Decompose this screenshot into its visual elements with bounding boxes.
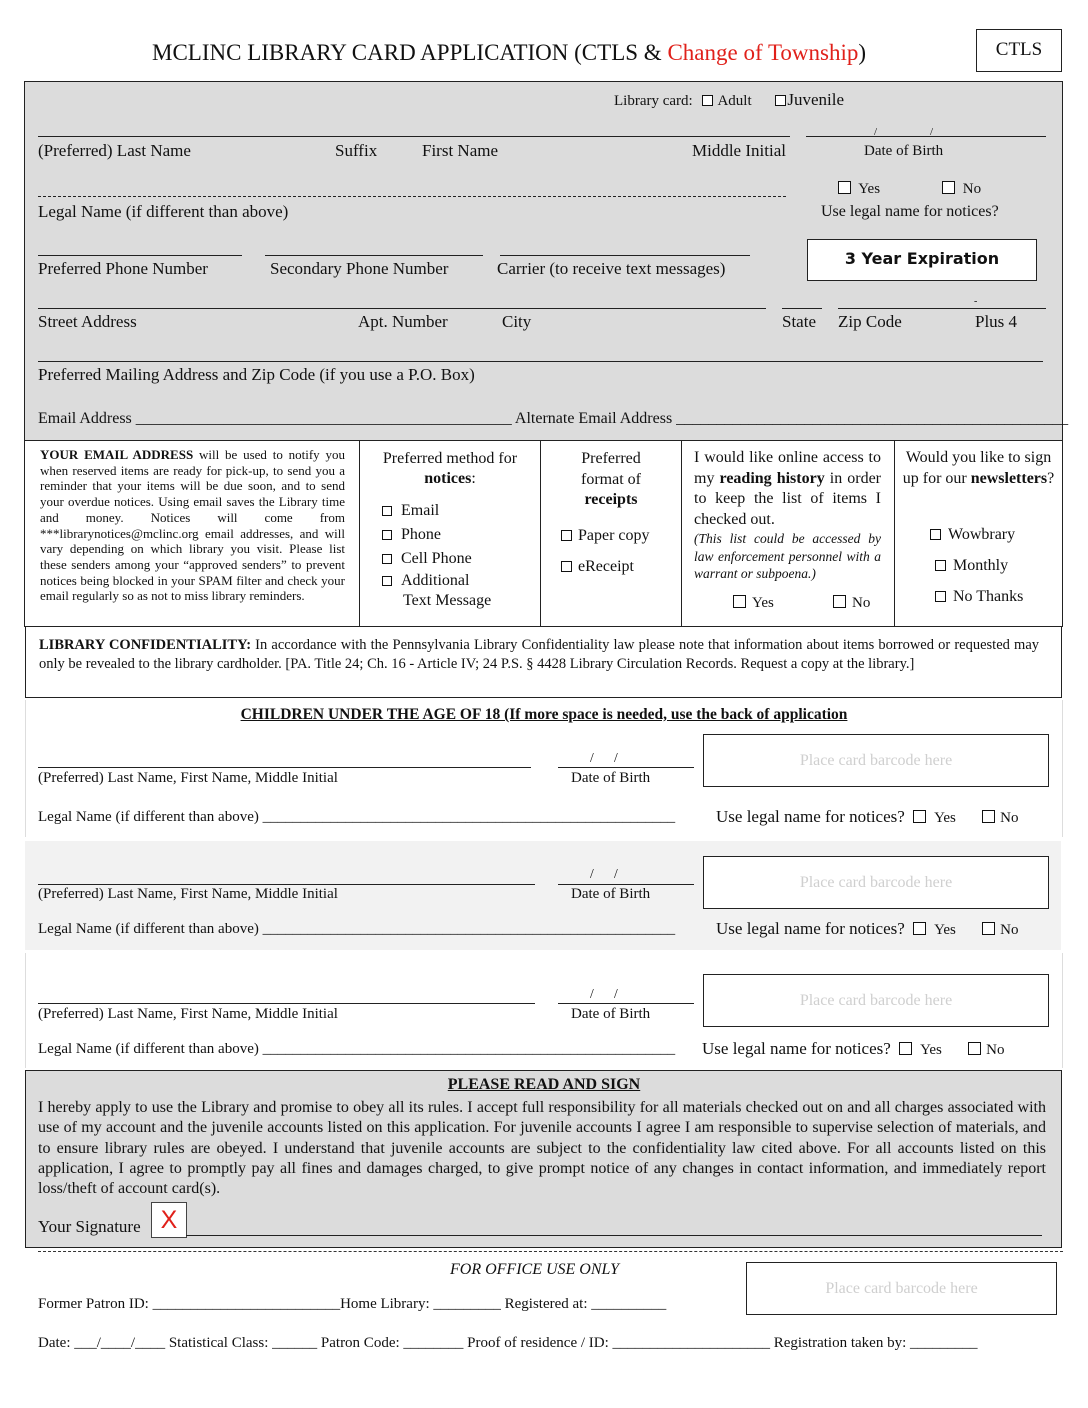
history-text [694, 448, 881, 583]
apt-label: Apt. Number [358, 312, 448, 331]
newsletters-text-2: ? [1047, 469, 1055, 487]
child3-use-legal [702, 1039, 1004, 1059]
child1-no-label: No [1000, 810, 1019, 826]
plus4-label: Plus 4 [975, 312, 1018, 331]
child3-barcode-text: Place card barcode here [799, 991, 953, 1009]
newsletter-options [930, 519, 1023, 612]
child2-barcode-text: Place card barcode here [799, 873, 953, 891]
newsletter-monthly-label: Monthly [953, 557, 1009, 574]
notice-additional-checkbox[interactable] [382, 576, 392, 586]
newsletter-monthly [930, 550, 1023, 581]
middle-initial-label: Middle Initial [692, 141, 786, 160]
suffix-label: Suffix [335, 141, 378, 160]
history-text-2: in order to keep the list of items I checked out. [694, 469, 881, 528]
notice-cell-checkbox[interactable] [382, 554, 392, 564]
newsletters-heading [899, 448, 1058, 489]
receipt-paper-label: Paper copy [578, 527, 650, 544]
notice-cell [382, 547, 491, 571]
state-line[interactable] [782, 308, 822, 309]
zip-label: Zip Code [838, 312, 902, 331]
email-note-text: will be used to notify you when reserved items are ready for pick-up, to send you a reminder that your items will be due soon, and to send your overdue notices. Using email saves the Library time and money. Notices will come from ***librarynotices@mclinc.org email addresses, and will vary depending on which library you visit. Please list these senders among your “approved senders” to prevent notices being blocked in your SPAM filter and check your email regularly so as not to miss library reminders. [40, 447, 345, 604]
pref-phone-line[interactable] [38, 255, 242, 256]
email-label[interactable]: Email Address _______________________________________________ [38, 410, 512, 427]
legal-yes [838, 181, 880, 198]
city-label: City [502, 312, 532, 331]
child1-dob-label: Date of Birth [571, 770, 651, 786]
notice-phone-label: Phone [401, 526, 441, 543]
child3-use-legal-label: Use legal name for notices? [702, 1039, 891, 1058]
child3-yes-checkbox[interactable] [899, 1042, 912, 1055]
pref-phone-label: Preferred Phone Number [38, 259, 208, 278]
use-legal-label: Use legal name for notices? [821, 203, 999, 220]
sign-heading [26, 1076, 1062, 1094]
office-barcode-box[interactable] [746, 1262, 1057, 1315]
confidentiality-heading: LIBRARY CONFIDENTIALITY: [39, 637, 252, 653]
child1-use-legal-label: Use legal name for notices? [716, 807, 905, 826]
zip-dash: - [974, 296, 978, 307]
signature-label: Your Signature [38, 1217, 141, 1236]
child2-use-legal [716, 919, 1018, 939]
child2-legal-label[interactable]: Legal Name (if different than above) _______________________________________________________ [38, 921, 676, 937]
card-type-label: Library card: [614, 93, 693, 109]
child3-dob-label: Date of Birth [571, 1006, 651, 1022]
child1-use-legal [716, 807, 1018, 827]
receipt-e-label: eReceipt [578, 558, 634, 575]
child3-name-line[interactable] [38, 1003, 535, 1004]
notice-email-checkbox[interactable] [382, 506, 392, 516]
ctls-tag-text: CTLS [995, 39, 1043, 60]
child1-name-line[interactable] [38, 767, 531, 768]
history-yes-label: Yes [752, 595, 774, 611]
newsletter-wowbrary [930, 519, 1023, 550]
legal-no-checkbox[interactable] [942, 181, 955, 194]
history-no [833, 595, 870, 612]
child2-dob-line[interactable] [558, 884, 694, 885]
child1-dob-slashes: / / [590, 750, 618, 765]
newsletter-monthly-checkbox[interactable] [935, 560, 946, 571]
newsletters-text-bold: newsletters [970, 469, 1048, 487]
juvenile-checkbox[interactable] [775, 95, 786, 106]
adult-checkbox[interactable] [702, 95, 713, 106]
street-line[interactable] [38, 308, 766, 309]
notice-text-message-label: Text Message [403, 592, 492, 609]
notice-additional-label: Additional [401, 572, 470, 589]
email-row [38, 410, 1068, 428]
child2-name-label: (Preferred) Last Name, First Name, Middle Initial [38, 886, 338, 902]
child2-barcode-box[interactable] [703, 856, 1049, 909]
notices-options [382, 499, 491, 611]
child2-no-label: No [1000, 922, 1019, 938]
sign-heading-text: PLEASE READ AND SIGN [447, 1076, 641, 1093]
child2-dob-slashes: / / [590, 866, 618, 881]
receipt-paper-checkbox[interactable] [561, 530, 572, 541]
office-barcode-text: Place card barcode here [825, 1279, 978, 1297]
child3-no-checkbox[interactable] [968, 1042, 981, 1055]
dob-label: Date of Birth [864, 143, 944, 159]
child3-name-label: (Preferred) Last Name, First Name, Middle Initial [38, 1006, 338, 1022]
receipt-paper [561, 520, 650, 551]
children-heading-text: CHILDREN UNDER THE AGE OF 18 (If more space is needed, use the back of application [240, 706, 848, 723]
state-label: State [782, 312, 816, 331]
child2-dob-label: Date of Birth [571, 886, 651, 902]
legal-yes-label: Yes [858, 181, 881, 197]
office-line-2[interactable]: Date: ___/____/____ Statistical Class: ______ Patron Code: ________ Proof of residence / ID: _____________________ Registration taken by: _________ [38, 1335, 978, 1351]
notice-phone-checkbox[interactable] [382, 530, 392, 540]
child3-dob-line[interactable] [558, 1003, 694, 1004]
title-change-of-township: Change of Township [667, 40, 859, 65]
receipts-heading-1: Preferred [581, 450, 641, 467]
office-heading: FOR OFFICE USE ONLY [450, 1261, 620, 1278]
child3-legal-label[interactable]: Legal Name (if different than above) _______________________________________________________ [38, 1041, 676, 1057]
history-yes [733, 595, 774, 612]
child3-yes-label: Yes [920, 1042, 942, 1058]
last-name-label: (Preferred) Last Name [38, 141, 191, 160]
newsletter-wowbrary-label: Wowbrary [948, 526, 1016, 543]
notices-heading [362, 449, 538, 489]
notice-email [382, 499, 491, 523]
receipts-heading-2: format of [581, 470, 641, 488]
street-label: Street Address [38, 312, 137, 331]
name-line[interactable] [38, 136, 790, 137]
email-note-heading: YOUR EMAIL ADDRESS [40, 447, 194, 462]
child1-legal-label[interactable]: Legal Name (if different than above) _______________________________________________________ [38, 809, 676, 825]
title-main: MCLINC LIBRARY CARD APPLICATION (CTLS & [152, 40, 668, 65]
card-type-row [614, 90, 844, 110]
history-no-checkbox[interactable] [833, 595, 846, 608]
receipts-heading [542, 449, 680, 511]
carrier-line[interactable] [500, 255, 750, 256]
page-title [152, 40, 866, 66]
mailing-label: Preferred Mailing Address and Zip Code (if you use a P.O. Box) [38, 365, 475, 384]
confidentiality-text [39, 636, 1039, 673]
child3-no-label: No [986, 1042, 1005, 1058]
office-line-1[interactable]: Former Patron ID: _________________________Home Library: _________ Registered at: __________ [38, 1296, 667, 1312]
expiration-text: 3 Year Expiration [844, 249, 1000, 268]
newsletter-nothanks [930, 581, 1023, 612]
notices-heading-bold: notices [424, 470, 472, 487]
child2-name-line[interactable] [38, 884, 535, 885]
child1-barcode-text: Place card barcode here [799, 751, 953, 769]
notices-heading-colon: : [471, 470, 476, 487]
signature-x-box [151, 1202, 187, 1238]
child1-barcode-box[interactable] [703, 734, 1049, 787]
first-name-label: First Name [422, 141, 499, 160]
signature-line[interactable] [186, 1235, 1042, 1236]
signature-x-mark: X [160, 1206, 178, 1234]
history-yes-checkbox[interactable] [733, 595, 746, 608]
child1-yes-checkbox[interactable] [913, 810, 926, 823]
history-italic-note: (This list could be accessed by law enforcement personnel with a warrant or subpoena.) [694, 531, 881, 581]
child1-yes-label: Yes [934, 810, 956, 826]
child2-no-checkbox[interactable] [982, 922, 995, 935]
notice-email-label: Email [401, 502, 440, 519]
legal-name-label: Legal Name (if different than above) [38, 202, 289, 221]
children-heading [26, 706, 1062, 724]
receipt-e-checkbox[interactable] [561, 561, 572, 572]
legal-name-line[interactable] [38, 196, 786, 197]
notice-cell-label: Cell Phone [401, 550, 472, 567]
newsletter-wowbrary-checkbox[interactable] [930, 529, 941, 540]
sec-phone-label: Secondary Phone Number [270, 259, 449, 278]
receipts-options [561, 520, 650, 582]
expiration-box [807, 239, 1037, 281]
child3-barcode-box[interactable] [703, 974, 1049, 1027]
zip-line[interactable] [838, 308, 1046, 309]
legal-yes-checkbox[interactable] [838, 181, 851, 194]
child3-dob-slashes: / / [590, 986, 618, 1001]
dob-line[interactable] [806, 136, 1046, 137]
ctls-tag [976, 29, 1062, 72]
newsletters-text-1: Would you like to sign up for our [902, 449, 1052, 487]
child2-use-legal-label: Use legal name for notices? [716, 919, 905, 938]
receipts-heading-bold: receipts [584, 491, 638, 508]
child1-name-label: (Preferred) Last Name, First Name, Middle Initial [38, 770, 338, 786]
dob-slash-2: / [930, 126, 934, 138]
alt-email-label[interactable]: Alternate Email Address _________________________________________________ [514, 410, 1069, 427]
notice-phone [382, 523, 491, 547]
child1-dob-line[interactable] [558, 767, 694, 768]
legal-no [942, 181, 981, 198]
adult-label: Adult [717, 93, 752, 109]
mailing-line[interactable] [38, 361, 1043, 362]
notices-heading-line1: Preferred method for [382, 450, 518, 467]
dob-slash-1: / [874, 126, 878, 138]
legal-no-label: No [962, 181, 982, 197]
history-no-label: No [852, 595, 871, 611]
sec-phone-line[interactable] [265, 255, 483, 256]
receipt-e [561, 551, 650, 582]
notice-additional [382, 571, 491, 591]
confidentiality-body: In accordance with the Pennsylvania Library Confidentiality law please note that information about items borrowed or requested may only be revealed to the library cardholder. [PA. Title 24; Ch. 16 - Article IV; 24 P.S. § 4428 Library Circulation Records. Request a copy at the library.] [39, 637, 1039, 672]
sign-agreement-text: I hereby apply to use the Library and promise to obey all its rules. I accept full responsibility for all materials checked out on and all charges associated with use of my account and the juvenile accounts listed on this application. For juvenile accounts I agree I am responsible to supervise selection of materials, and to ensure library rules are obeyed. I understand that juvenile accounts are subject to the confidentiality law cited above. For all accounts listed on this application, I agree to promptly pay all fines and damages charged, to give prompt notice of any changes in contact information, and immediately report loss/theft of account card(s). [38, 1099, 1046, 1198]
newsletter-nothanks-label: No Thanks [953, 588, 1024, 605]
title-close: ) [858, 40, 867, 65]
carrier-label: Carrier (to receive text messages) [497, 259, 726, 278]
office-separator [38, 1251, 1063, 1252]
email-note [40, 447, 345, 604]
child1-no-checkbox[interactable] [982, 810, 995, 823]
history-text-bold: reading history [719, 469, 825, 487]
juvenile-label: Juvenile [787, 90, 845, 109]
newsletter-nothanks-checkbox[interactable] [935, 591, 946, 602]
child2-yes-label: Yes [934, 922, 956, 938]
history-text-1: I would like online access to my [694, 449, 881, 487]
child2-yes-checkbox[interactable] [913, 922, 926, 935]
